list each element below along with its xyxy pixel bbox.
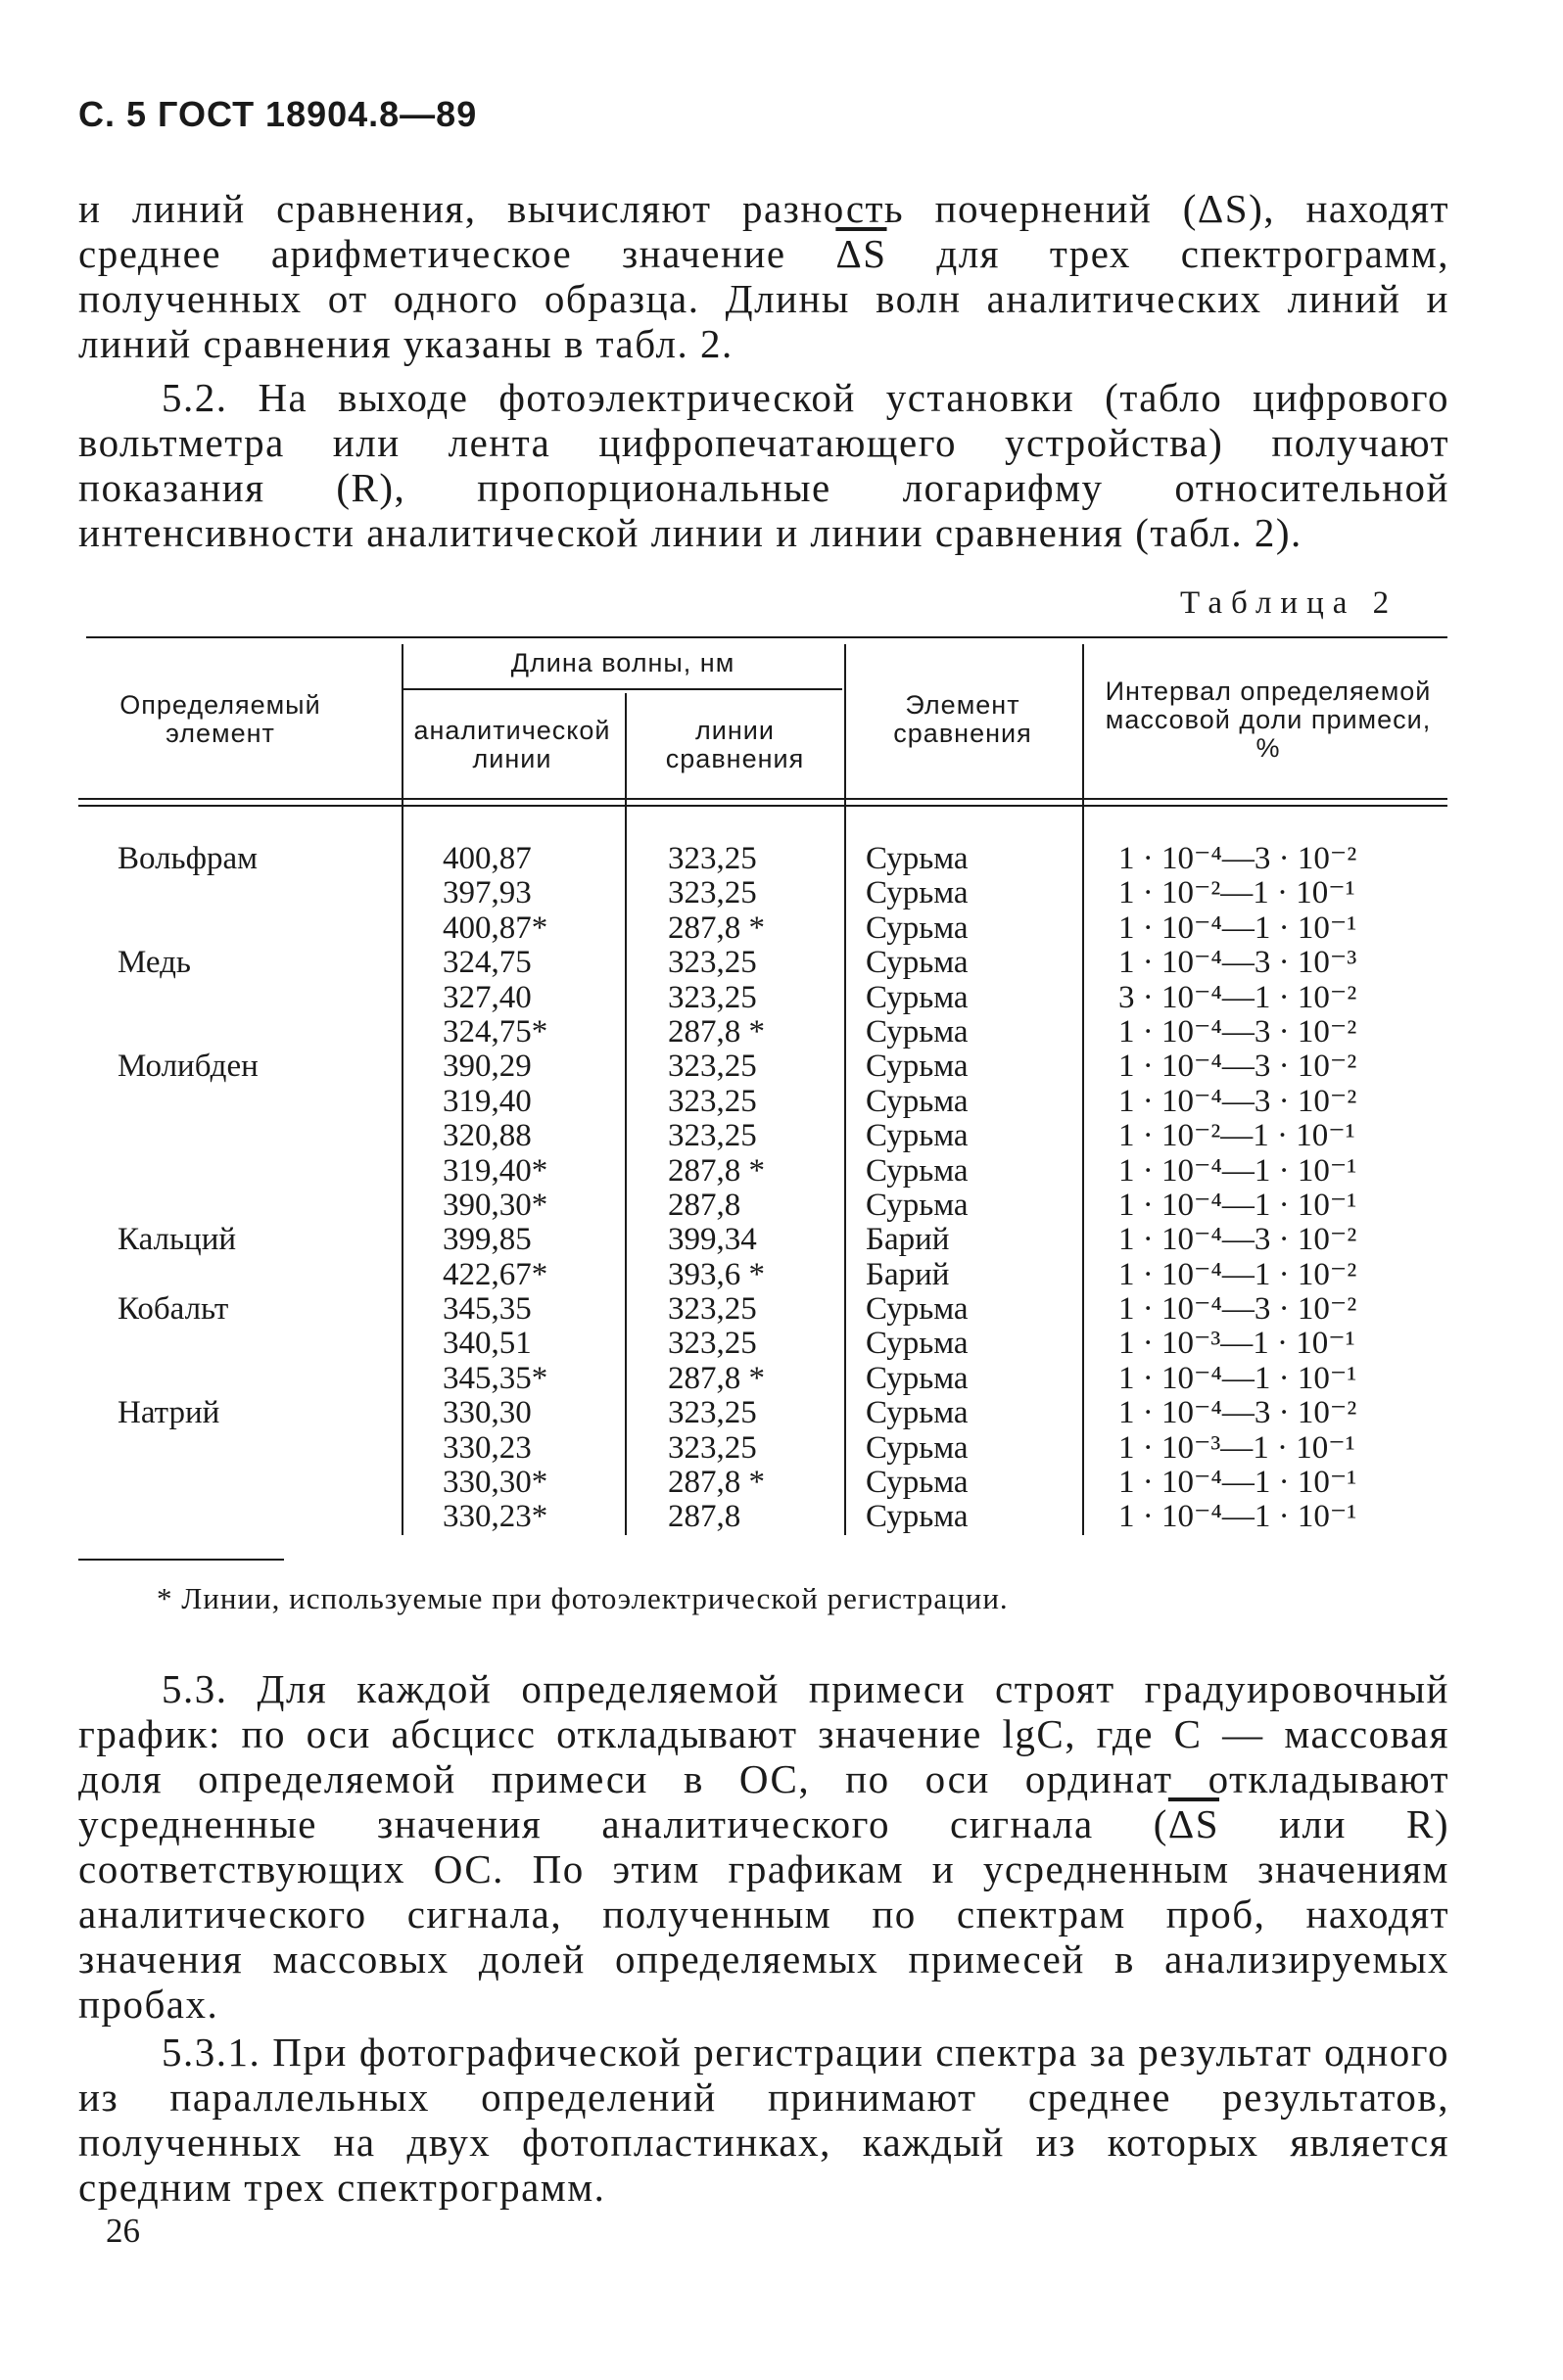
analytical-cell: 324,75* xyxy=(443,1013,548,1050)
page-header: С. 5 ГОСТ 18904.8—89 xyxy=(78,94,478,134)
comparison-cell: 393,6 * xyxy=(668,1256,765,1292)
comparison-cell: 287,8 * xyxy=(668,910,765,946)
reference-cell: Сурьма xyxy=(866,1499,969,1535)
comparison-cell: 287,8 * xyxy=(668,1465,765,1501)
reference-cell: Сурьма xyxy=(866,1118,969,1154)
element-cell xyxy=(118,1466,259,1500)
interval-cell: 1 · 10⁻⁴—3 · 10⁻² xyxy=(1118,841,1357,876)
interval-cell: 1 · 10⁻⁴—1 · 10⁻¹ xyxy=(1118,910,1357,946)
comparison-cell: 323,25 xyxy=(668,875,757,911)
delta-s-mean: $\overline{\Delta S}$ xyxy=(835,231,887,276)
element-cell: Кобальт xyxy=(118,1291,229,1328)
table-divider-4 xyxy=(1082,644,1084,1535)
element-cell: Медь xyxy=(118,945,191,981)
comparison-cell: 287,8 * xyxy=(668,1152,765,1189)
analytical-cell: 330,30 xyxy=(443,1395,532,1431)
interval-cell: 1 · 10⁻⁴—3 · 10⁻² xyxy=(1118,1083,1357,1119)
comparison-cell: 287,8 * xyxy=(668,1013,765,1050)
analytical-cell: 340,51 xyxy=(443,1326,532,1362)
analytical-cell: 327,40 xyxy=(443,979,532,1015)
analytical-cell: 330,23 xyxy=(443,1429,532,1466)
para3-text-2: или R) соответствующих ОС. По этим графикам и усредненным значениям аналитического сигнала, полученным по спектрам проб, находят значения массовых долей определяемых примесей в анализируемых пробах. xyxy=(78,1801,1449,2027)
analytical-cell: 320,88 xyxy=(443,1118,532,1154)
reference-cell: Сурьма xyxy=(866,1083,969,1119)
header-element: Определяемый элемент xyxy=(119,690,321,748)
header-wavelength: Длина волны, нм xyxy=(510,648,735,677)
intro-text-2: для трех спектрограмм, полученных от одного образца. Длины волн аналитических линий и линий сравнения указаны в табл. 2. xyxy=(78,231,1449,366)
analytical-cell: 319,40* xyxy=(443,1152,548,1189)
element-cell xyxy=(118,911,259,946)
reference-cell: Сурьма xyxy=(866,979,969,1015)
comparison-cell: 399,34 xyxy=(668,1222,757,1258)
interval-cell: 1 · 10⁻⁴—1 · 10⁻¹ xyxy=(1118,1499,1357,1535)
reference-cell: Сурьма xyxy=(866,1429,969,1466)
column-comparison xyxy=(668,842,765,1535)
element-cell: Кальций xyxy=(118,1222,237,1258)
reference-cell: Сурьма xyxy=(866,1395,969,1431)
analytical-cell: 397,93 xyxy=(443,875,532,911)
analytical-cell: 345,35 xyxy=(443,1291,532,1328)
interval-cell: 1 · 10⁻³—1 · 10⁻¹ xyxy=(1118,1326,1355,1362)
comparison-cell: 323,25 xyxy=(668,1395,757,1431)
element-cell: Вольфрам xyxy=(118,841,259,876)
comparison-cell: 323,25 xyxy=(668,1118,757,1154)
interval-cell: 1 · 10⁻⁴—3 · 10⁻² xyxy=(1118,1291,1357,1328)
reference-cell: Сурьма xyxy=(866,1152,969,1189)
header-bottom-rule xyxy=(78,798,1447,800)
interval-cell: 1 · 10⁻³—1 · 10⁻¹ xyxy=(1118,1429,1355,1466)
table-divider-3 xyxy=(844,644,846,1535)
element-cell xyxy=(118,1015,259,1050)
analytical-cell: 319,40 xyxy=(443,1083,532,1119)
element-cell xyxy=(118,1189,259,1223)
header-reference: Элемент сравнения xyxy=(893,690,1032,748)
delta-s-mean-2: $\overline{\Delta S}$ xyxy=(1167,1801,1220,1846)
comparison-cell: 323,25 xyxy=(668,1429,757,1466)
header-bottom-rule-2 xyxy=(78,805,1447,807)
element-cell xyxy=(118,1258,259,1292)
element-cell xyxy=(118,1119,259,1153)
comparison-cell: 323,25 xyxy=(668,1291,757,1328)
reference-cell: Сурьма xyxy=(866,1187,969,1223)
interval-cell: 1 · 10⁻⁴—1 · 10⁻¹ xyxy=(1118,1187,1357,1223)
table-top-rule xyxy=(86,636,1447,638)
interval-cell: 1 · 10⁻⁴—1 · 10⁻¹ xyxy=(1118,1152,1357,1189)
element-cell xyxy=(118,1500,259,1534)
reference-cell: Сурьма xyxy=(866,910,969,946)
element-cell xyxy=(118,1154,259,1189)
table-footnote: * Линии, используемые при фотоэлектрической регистрации. xyxy=(157,1581,1009,1615)
reference-cell: Сурьма xyxy=(866,945,969,981)
reference-cell: Барий xyxy=(866,1256,950,1292)
column-interval xyxy=(1118,842,1356,1535)
paragraph-5-2: 5.2. На выходе фотоэлектрической установки (табло цифрового вольтметра или лента цифропечатающего устройства) получают показания (R), пропорциональные логарифму относительной интенсивности аналитической линии и линии сравнения (табл. 2). xyxy=(78,375,1449,555)
element-cell xyxy=(118,876,259,910)
analytical-cell: 422,67* xyxy=(443,1256,548,1292)
interval-cell: 1 · 10⁻⁴—3 · 10⁻² xyxy=(1118,1049,1357,1085)
reference-cell: Сурьма xyxy=(866,1465,969,1501)
analytical-cell: 330,23* xyxy=(443,1499,548,1535)
comparison-cell: 323,25 xyxy=(668,841,757,876)
comparison-cell: 323,25 xyxy=(668,1326,757,1362)
element-cell: Натрий xyxy=(118,1395,220,1431)
table-divider-1 xyxy=(402,644,403,1535)
paragraph-5-3-1: 5.3.1. При фотографической регистрации спектра за результат одного из параллельных определений принимают среднее результатов, полученных на двух фотопластинках, каждый из которых является средним трех спектрограмм. xyxy=(78,2030,1449,2210)
paragraph-5-3 xyxy=(78,1666,1449,2027)
element-cell xyxy=(118,981,259,1015)
interval-cell: 1 · 10⁻⁴—1 · 10⁻² xyxy=(1118,1256,1357,1292)
column-reference xyxy=(866,842,969,1535)
interval-cell: 1 · 10⁻⁴—3 · 10⁻² xyxy=(1118,1222,1357,1258)
intro-text-1: и линий сравнения, вычисляют разность почернений (ΔS), находят среднее арифметическое значение xyxy=(78,186,1449,276)
analytical-cell: 390,29 xyxy=(443,1049,532,1085)
interval-cell: 1 · 10⁻²—1 · 10⁻¹ xyxy=(1118,875,1355,911)
comparison-cell: 287,8 * xyxy=(668,1360,765,1396)
interval-cell: 1 · 10⁻²—1 · 10⁻¹ xyxy=(1118,1118,1355,1154)
reference-cell: Сурьма xyxy=(866,1049,969,1085)
interval-cell: 1 · 10⁻⁴—3 · 10⁻² xyxy=(1118,1395,1357,1431)
element-cell xyxy=(118,1085,259,1119)
element-cell xyxy=(118,1327,259,1361)
reference-cell: Сурьма xyxy=(866,1326,969,1362)
reference-cell: Сурьма xyxy=(866,1291,969,1328)
comparison-cell: 287,8 xyxy=(668,1499,741,1535)
header-comparison: линии сравнения xyxy=(665,716,805,773)
reference-cell: Сурьма xyxy=(866,1013,969,1050)
column-analytical xyxy=(443,842,547,1535)
analytical-cell: 399,85 xyxy=(443,1222,532,1258)
interval-cell: 1 · 10⁻⁴—1 · 10⁻¹ xyxy=(1118,1360,1357,1396)
reference-cell: Барий xyxy=(866,1222,950,1258)
interval-cell: 1 · 10⁻⁴—1 · 10⁻¹ xyxy=(1118,1465,1357,1501)
element-cell xyxy=(118,1431,259,1466)
footnote-rule xyxy=(78,1559,284,1561)
para3-text-1: 5.3. Для каждой определяемой примеси строят градуировочный график: по оси абсцисс откладывают значение lgC, где C — массовая доля определяемой примеси в ОС, по оси ординат откладывают усредненные значения аналитического сигнала ( xyxy=(78,1666,1449,1846)
comparison-cell: 287,8 xyxy=(668,1187,741,1223)
element-cell xyxy=(118,1362,259,1396)
header-interval: Интервал определяемой массовой доли примеси, % xyxy=(1105,677,1432,763)
header-analytical: аналитической линии xyxy=(413,716,611,773)
analytical-cell: 324,75 xyxy=(443,945,532,981)
interval-cell: 1 · 10⁻⁴—3 · 10⁻² xyxy=(1118,1013,1357,1050)
table-divider-2 xyxy=(625,693,627,1535)
reference-cell: Сурьма xyxy=(866,1360,969,1396)
column-element xyxy=(118,842,259,1535)
comparison-cell: 323,25 xyxy=(668,979,757,1015)
analytical-cell: 330,30* xyxy=(443,1465,548,1501)
page-number: 26 xyxy=(106,2212,140,2250)
reference-cell: Сурьма xyxy=(866,875,969,911)
analytical-cell: 390,30* xyxy=(443,1187,548,1223)
table-caption: Таблица 2 xyxy=(1180,585,1398,621)
analytical-cell: 345,35* xyxy=(443,1360,548,1396)
analytical-cell: 400,87 xyxy=(443,841,532,876)
interval-cell: 3 · 10⁻⁴—1 · 10⁻² xyxy=(1118,979,1357,1015)
element-cell: Молибден xyxy=(118,1049,259,1085)
comparison-cell: 323,25 xyxy=(668,1049,757,1085)
analytical-cell: 400,87* xyxy=(443,910,548,946)
interval-cell: 1 · 10⁻⁴—3 · 10⁻³ xyxy=(1118,945,1357,981)
paragraph-intro xyxy=(78,186,1449,366)
wavelength-rule xyxy=(402,688,842,690)
comparison-cell: 323,25 xyxy=(668,1083,757,1119)
comparison-cell: 323,25 xyxy=(668,945,757,981)
reference-cell: Сурьма xyxy=(866,841,969,876)
